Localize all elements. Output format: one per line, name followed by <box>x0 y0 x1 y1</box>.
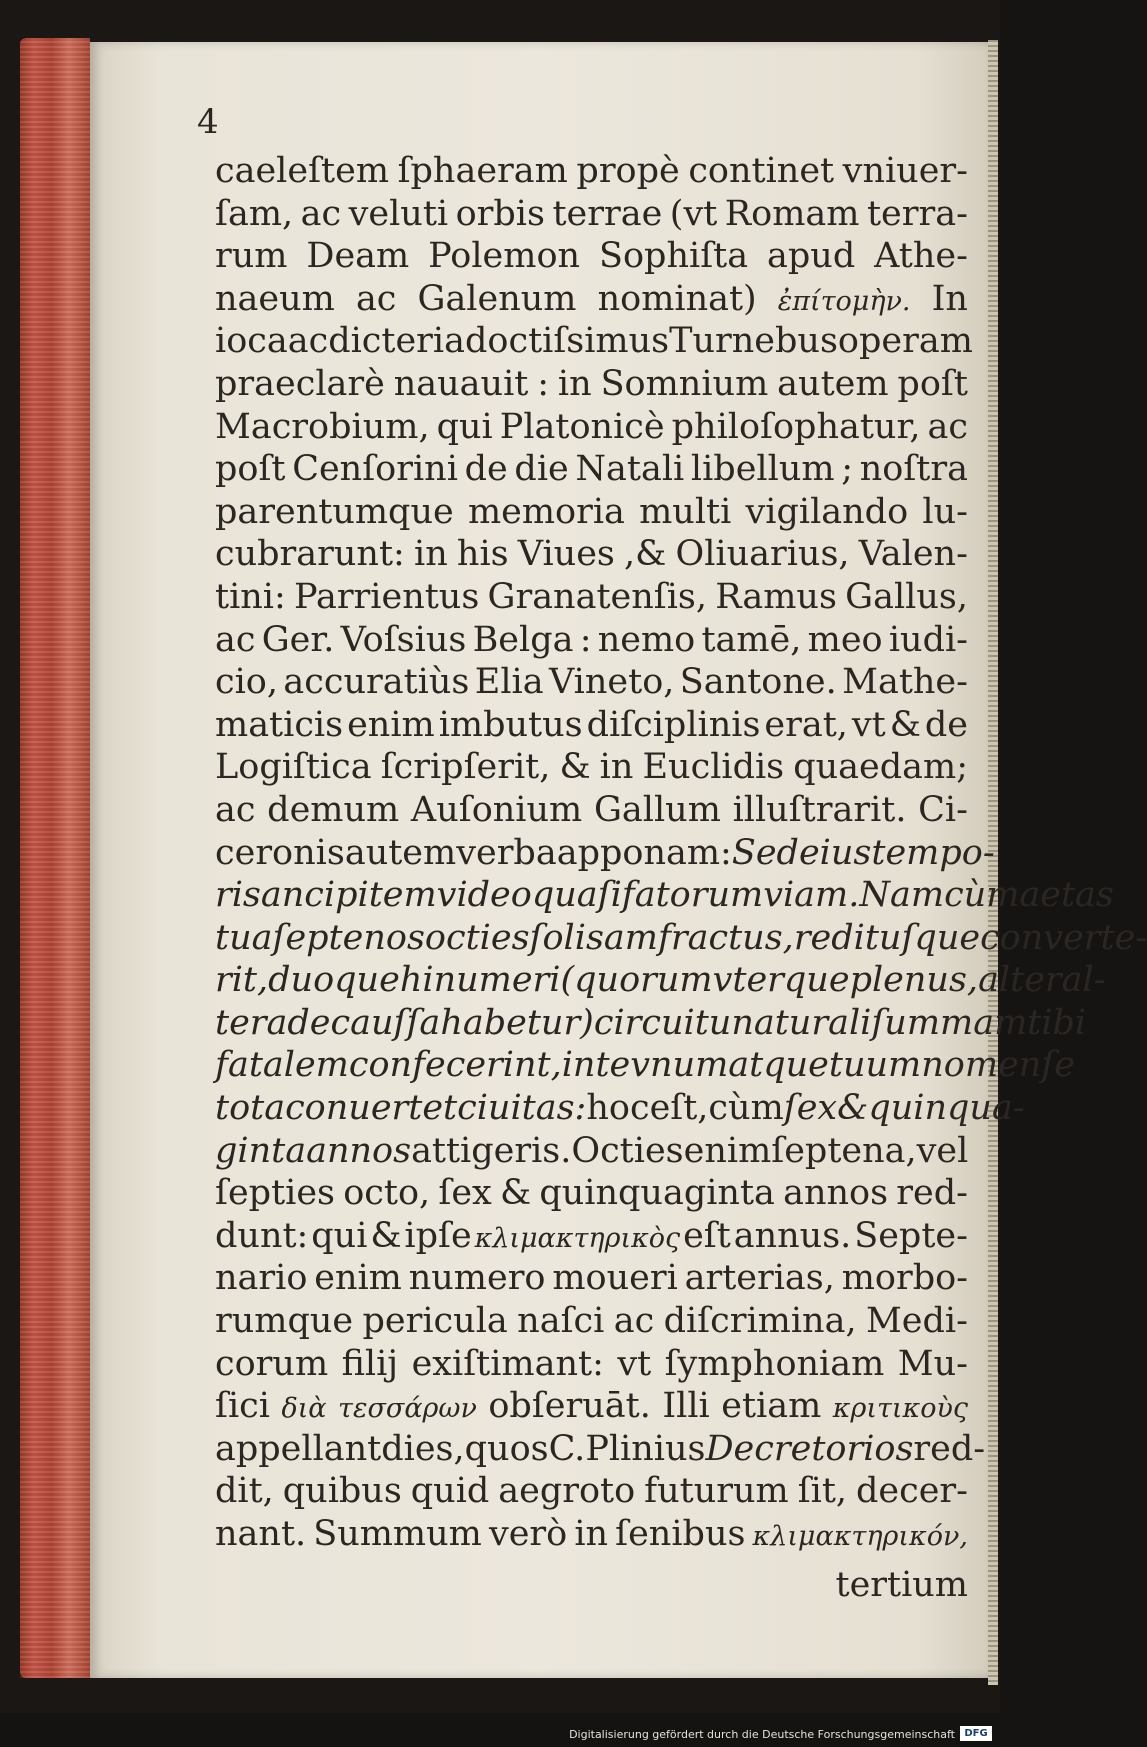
word: ſphaeram <box>397 151 568 191</box>
word: Galenum <box>417 278 577 319</box>
word: eſt, <box>649 1088 709 1129</box>
word: ac <box>355 278 397 319</box>
word: ac <box>300 193 342 234</box>
text-line <box>215 874 1114 917</box>
word: κλιμακτηρικόν, <box>752 1521 968 1552</box>
text-line <box>215 193 968 236</box>
text-line <box>215 1215 968 1258</box>
word: nemo <box>597 619 696 660</box>
word: vt <box>617 1343 652 1384</box>
word: Valen- <box>858 534 968 575</box>
word: Medi- <box>865 1301 968 1342</box>
word: & <box>499 1173 532 1214</box>
word: octies <box>424 917 530 958</box>
word: eſt <box>683 1215 731 1256</box>
word: atque <box>728 1045 829 1086</box>
text-line <box>215 1130 968 1173</box>
word: de <box>924 704 968 745</box>
word: Belga <box>472 619 574 660</box>
word: enim <box>683 1130 772 1171</box>
word: & <box>889 704 921 745</box>
text-line <box>215 320 973 363</box>
word: decer- <box>855 1471 968 1512</box>
word: video <box>436 875 532 916</box>
word: ſam, <box>215 193 294 234</box>
word: Mu- <box>897 1343 968 1384</box>
text-line <box>215 619 968 662</box>
word: cauſſa <box>330 1002 441 1043</box>
text-line <box>215 363 968 406</box>
word: propè <box>576 151 680 191</box>
word: de <box>464 449 508 490</box>
book-edge-left <box>20 38 90 1678</box>
word: nauauit <box>393 363 529 404</box>
word: tera <box>215 1002 288 1043</box>
text-line <box>215 1385 968 1428</box>
word: & <box>370 1215 402 1256</box>
text-line <box>215 661 968 704</box>
word: Polemon <box>428 236 581 277</box>
word: quaſi <box>531 875 622 916</box>
word: dit, <box>215 1471 274 1512</box>
word: de <box>287 1002 331 1043</box>
word: ris <box>215 875 261 916</box>
word: vt <box>851 704 886 745</box>
word: quibus <box>282 1471 402 1512</box>
word: enim <box>314 1258 402 1299</box>
word: in <box>414 534 448 575</box>
word: διὰ <box>281 1393 327 1425</box>
text-line <box>215 1044 1075 1087</box>
footer-credit: Digitalisierung gefördert durch die Deutsche Forschungsgemeinschaft <box>569 1728 955 1741</box>
text-line <box>215 959 1106 1002</box>
word: maticis <box>215 704 344 745</box>
word: Nam <box>859 875 945 916</box>
word: alter <box>978 960 1062 1001</box>
word: numeri <box>433 960 561 1001</box>
word: moueri <box>552 1258 678 1299</box>
word: Platonicè <box>499 406 665 447</box>
word: appellant <box>215 1428 382 1469</box>
text-line <box>215 1513 968 1556</box>
word: annus. <box>733 1215 852 1256</box>
word: tempo- <box>871 832 995 873</box>
word: Auſonium <box>410 789 583 830</box>
word: ioca <box>215 321 288 362</box>
word: κλιμακτηρικὸς <box>474 1222 681 1254</box>
text-line <box>215 1002 1087 1045</box>
text-line <box>215 1343 968 1386</box>
word: autem <box>344 832 457 873</box>
word: memoria <box>467 491 625 532</box>
word: ſex <box>438 1173 492 1214</box>
word: quinqua- <box>868 1088 1025 1129</box>
word: κριτικοὺς <box>832 1393 968 1425</box>
word: naturali <box>731 1002 872 1043</box>
word: Natali <box>575 449 685 490</box>
word: eius <box>798 832 872 873</box>
word: : <box>579 619 592 660</box>
word: hi <box>399 960 434 1001</box>
word: Granatenſis, <box>487 576 708 617</box>
word: aegroto <box>498 1471 636 1512</box>
word: nominat) <box>597 278 757 319</box>
word: tota <box>215 1088 286 1129</box>
word: viam. <box>763 875 860 916</box>
word: Vineto, <box>549 662 675 703</box>
word: apponam: <box>556 832 732 873</box>
word: duoque <box>268 960 400 1001</box>
word: ac <box>927 406 968 447</box>
text-line <box>215 235 968 278</box>
word: Voſsius <box>340 619 467 660</box>
word: verò <box>488 1514 568 1554</box>
word: ſici <box>215 1386 270 1427</box>
text-line <box>215 1470 968 1513</box>
page-text <box>215 150 1147 1556</box>
word: dicteria <box>328 321 465 362</box>
word: fatorum <box>621 875 764 916</box>
word: demum <box>267 789 400 830</box>
word: parentumque <box>215 491 454 532</box>
word: Euclidis <box>642 747 785 788</box>
word: Ramus <box>715 576 837 617</box>
word: apud <box>767 236 856 277</box>
word: diſcrimina, <box>663 1301 857 1342</box>
word: ſex <box>783 1088 838 1129</box>
word: Sophiſta <box>599 236 749 277</box>
word: ac <box>215 789 256 830</box>
word: ciuitas: <box>457 1088 587 1129</box>
text-line <box>215 1172 968 1215</box>
word: : <box>537 363 550 404</box>
word: ipſe <box>404 1215 472 1256</box>
word: & <box>559 747 591 788</box>
word: ancipitem <box>260 875 437 916</box>
word: terra- <box>866 193 968 234</box>
word: ſeptenos <box>272 917 425 958</box>
word: al- <box>1061 960 1106 1001</box>
word: confecerint, <box>348 1045 562 1086</box>
word: illuſtrarit. <box>732 789 907 830</box>
word: continet <box>688 151 835 191</box>
word: cubrarunt: <box>215 534 405 575</box>
word: Romam <box>724 193 860 234</box>
word: erat, <box>764 704 848 745</box>
word: die <box>514 449 569 490</box>
word: In <box>931 278 968 319</box>
word: & <box>837 1088 869 1129</box>
word: corum <box>215 1343 329 1384</box>
word: in <box>557 363 592 404</box>
text-line <box>215 1087 1025 1130</box>
word: quaedam; <box>793 747 968 788</box>
word: philoſophatur, <box>671 406 921 447</box>
word: diſciplinis <box>586 704 761 745</box>
word: veluti <box>348 193 449 234</box>
text-line <box>215 917 1147 960</box>
word: naeum <box>215 278 335 319</box>
word: Illi <box>662 1386 710 1427</box>
word: te <box>595 1045 631 1086</box>
word: poſt <box>897 363 968 404</box>
text-line <box>215 491 968 534</box>
word: iudi- <box>888 619 968 660</box>
word: in <box>599 747 634 788</box>
word: conuertet <box>285 1088 458 1129</box>
word: praeclarè <box>215 363 385 404</box>
word: Parrientus <box>293 576 480 617</box>
word: ,& <box>624 534 667 575</box>
word: arterias, <box>684 1258 835 1299</box>
text-line <box>215 789 968 832</box>
text-line <box>215 448 968 491</box>
word: Oliuarius, <box>675 534 850 575</box>
word: tuum <box>828 1045 922 1086</box>
text-line <box>215 150 968 193</box>
word: exiſtimant: <box>411 1343 604 1384</box>
word: tua <box>215 917 273 958</box>
word: quos <box>464 1428 549 1469</box>
catchword: tertium <box>835 1565 968 1605</box>
word: Athe- <box>874 236 968 277</box>
dfg-logo: DFG <box>960 1726 992 1741</box>
word: ceronis <box>215 832 345 873</box>
word: ginta <box>215 1130 307 1171</box>
word: ſeptena, <box>771 1130 917 1171</box>
word: ; <box>841 449 854 490</box>
word: autem <box>777 363 889 404</box>
word: noſtra <box>859 449 968 490</box>
word: libellum <box>690 449 835 490</box>
word: C. <box>548 1428 586 1469</box>
word: aetas <box>1019 875 1114 916</box>
word: lu- <box>922 491 968 532</box>
word: ſe <box>1041 1045 1075 1086</box>
word: Gallus, <box>845 576 968 617</box>
word: red- <box>896 1173 968 1214</box>
page-number: 4 <box>197 102 219 142</box>
word: ἐπίτομὴν. <box>777 285 911 317</box>
word: vnum <box>630 1045 729 1086</box>
word: attigeris. <box>411 1130 572 1171</box>
word: dunt: <box>215 1215 309 1256</box>
word: etiam <box>721 1386 822 1427</box>
word: dies, <box>381 1428 465 1469</box>
word: vigilando <box>745 491 909 532</box>
word: rit, <box>215 960 269 1001</box>
word: caeleſtem <box>215 151 390 191</box>
word: ſolis <box>529 917 604 958</box>
word: qui <box>436 406 493 447</box>
text-line <box>215 704 968 747</box>
word: hoc <box>586 1088 650 1129</box>
word: ac <box>215 619 256 660</box>
word: operam <box>837 321 973 362</box>
word: orbis <box>455 193 545 234</box>
word: Macrobium, <box>215 406 430 447</box>
word: Decretorios <box>705 1428 914 1469</box>
word: cio, <box>215 662 278 703</box>
word: tibi <box>1027 1002 1087 1043</box>
text-line <box>215 1428 986 1471</box>
word: obſeruāt. <box>488 1386 651 1427</box>
word: Cenſorini <box>292 449 458 490</box>
word: ſit, <box>797 1471 848 1512</box>
word: in <box>561 1045 596 1086</box>
word: amfractus, <box>603 917 794 958</box>
word: cùm <box>944 875 1020 916</box>
word: converte- <box>980 917 1147 958</box>
text-line <box>215 576 968 619</box>
word: doctiſsimus <box>464 321 670 362</box>
word: Gallum <box>593 789 721 830</box>
word: circuitu <box>593 1002 732 1043</box>
word: cùm <box>708 1088 784 1129</box>
text-line <box>215 1300 968 1343</box>
word: numero <box>408 1258 546 1299</box>
word: redituſque <box>793 917 981 958</box>
word: nomen <box>921 1045 1042 1086</box>
word: tini: <box>215 576 286 617</box>
text-line <box>215 746 968 789</box>
word: meo <box>807 619 883 660</box>
word: ac <box>287 321 329 362</box>
word: Mathe- <box>842 662 968 703</box>
word: imbutus <box>438 704 583 745</box>
word: ſenibus <box>615 1514 746 1554</box>
word: multi <box>639 491 732 532</box>
word: terrae <box>552 193 663 234</box>
word: Turnebus <box>669 321 838 362</box>
word: nario <box>215 1258 308 1299</box>
word: verba <box>456 832 557 873</box>
word: τεσσάρων <box>338 1393 477 1425</box>
word: red- <box>913 1428 986 1469</box>
word: quinquaginta <box>539 1173 775 1214</box>
word: nant. <box>215 1514 307 1554</box>
word: qui <box>311 1215 368 1256</box>
word: annos <box>306 1130 412 1171</box>
word: Plinius <box>585 1428 706 1469</box>
word: octo, <box>343 1173 431 1214</box>
word: vterque <box>712 960 850 1001</box>
word: vniuer- <box>842 151 968 191</box>
word: Sed <box>731 832 799 873</box>
text-line <box>215 533 968 576</box>
word: habetur) <box>440 1002 594 1043</box>
word: plenus, <box>849 960 979 1001</box>
word: Septe- <box>854 1215 968 1256</box>
word: Summum <box>313 1514 482 1554</box>
word: ac <box>613 1301 655 1342</box>
word: annos <box>783 1173 889 1214</box>
word: naſci <box>517 1301 605 1342</box>
word: enim <box>347 704 435 745</box>
word: Santone. <box>679 662 837 703</box>
text-line <box>215 278 968 321</box>
text-line <box>215 406 968 449</box>
word: Octies <box>571 1130 684 1171</box>
word: ſepties <box>215 1173 336 1214</box>
word: rumque <box>215 1301 354 1342</box>
word: morbo- <box>841 1258 968 1299</box>
word: ſummam <box>871 1002 1028 1043</box>
word: Ger. <box>261 619 335 660</box>
word: his <box>456 534 509 575</box>
word: filij <box>341 1343 399 1384</box>
text-line <box>215 1257 968 1300</box>
word: Ci- <box>918 789 968 830</box>
word: Elia <box>474 662 544 703</box>
word: vel <box>916 1130 969 1171</box>
word: fatalem <box>215 1045 349 1086</box>
word: quid <box>410 1471 490 1512</box>
word: tamē, <box>701 619 802 660</box>
word: Deam <box>306 236 410 277</box>
word: rum <box>215 236 288 277</box>
word: (vt <box>669 193 718 234</box>
word: Somnium <box>600 363 769 404</box>
word: futurum <box>644 1471 789 1512</box>
word: ſcripſerit, <box>380 747 551 788</box>
word: (quorum <box>560 960 713 1001</box>
word: Logiſtica <box>215 747 372 788</box>
word: Viues <box>517 534 615 575</box>
word: poſt <box>215 449 286 490</box>
word: ſymphoniam <box>664 1343 885 1384</box>
word: accuratiùs <box>283 662 470 703</box>
word: in <box>574 1514 609 1554</box>
word: pericula <box>362 1301 508 1342</box>
text-line <box>215 832 995 875</box>
